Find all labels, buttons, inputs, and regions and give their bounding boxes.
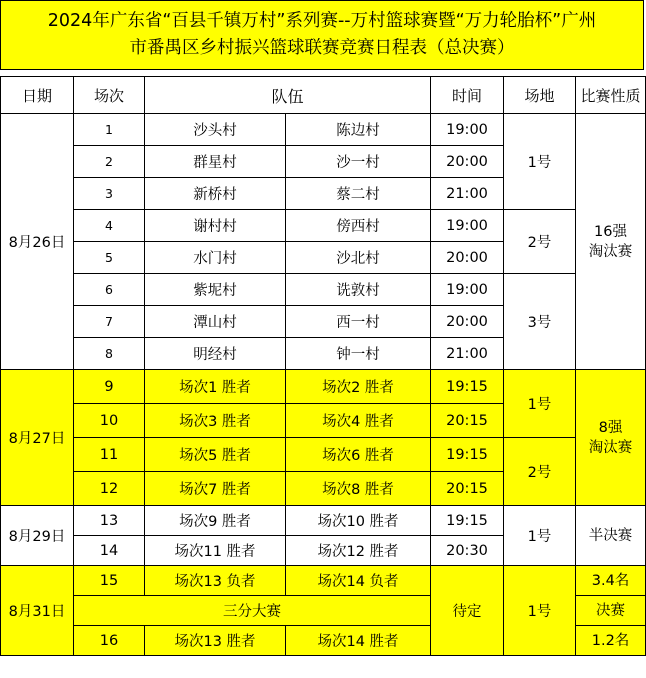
match-number: 16 <box>74 626 145 656</box>
table-row <box>1 506 646 536</box>
away-team: 傍西村 <box>286 210 431 242</box>
home-team: 明经村 <box>145 338 286 370</box>
away-team: 场次2 胜者 <box>286 370 431 404</box>
match-number: 8 <box>74 338 145 370</box>
away-team: 沙一村 <box>286 146 431 178</box>
match-number: 6 <box>74 274 145 306</box>
away-team: 诜敦村 <box>286 274 431 306</box>
match-number: 13 <box>74 506 145 536</box>
header-date: 日期 <box>1 77 74 114</box>
stage-cell: 3.4名 <box>576 566 646 596</box>
home-team: 潭山村 <box>145 306 286 338</box>
home-team: 群星村 <box>145 146 286 178</box>
venue-cell: 2号 <box>504 438 576 506</box>
away-team: 场次14 负者 <box>286 566 431 596</box>
date-cell: 8月26日 <box>1 114 74 370</box>
home-team: 紫坭村 <box>145 274 286 306</box>
header-row <box>1 77 646 114</box>
away-team: 场次8 胜者 <box>286 472 431 506</box>
home-team: 场次13 负者 <box>145 566 286 596</box>
header-teams: 队伍 <box>145 77 431 114</box>
match-time: 21:00 <box>431 338 504 370</box>
away-team: 陈边村 <box>286 114 431 146</box>
home-team: 新桥村 <box>145 178 286 210</box>
stage-line-1: 16强 <box>594 223 627 240</box>
match-time: 20:00 <box>431 146 504 178</box>
match-time: 20:15 <box>431 472 504 506</box>
match-time: 21:00 <box>431 178 504 210</box>
home-team: 场次3 胜者 <box>145 404 286 438</box>
header-stage: 比赛性质 <box>576 77 646 114</box>
away-team: 西一村 <box>286 306 431 338</box>
venue-cell: 2号 <box>504 210 576 274</box>
header-time: 时间 <box>431 77 504 114</box>
match-number: 11 <box>74 438 145 472</box>
date-cell: 8月31日 <box>1 566 74 656</box>
venue-cell: 3号 <box>504 274 576 370</box>
match-number: 5 <box>74 242 145 274</box>
match-number: 7 <box>74 306 145 338</box>
table-row <box>1 370 646 404</box>
header-venue: 场地 <box>504 77 576 114</box>
match-time: 20:00 <box>431 306 504 338</box>
match-time: 20:15 <box>431 404 504 438</box>
match-number: 15 <box>74 566 145 596</box>
table-row <box>1 274 646 306</box>
home-team: 场次1 胜者 <box>145 370 286 404</box>
home-team: 沙头村 <box>145 114 286 146</box>
match-number: 3 <box>74 178 145 210</box>
home-team: 场次7 胜者 <box>145 472 286 506</box>
three-point-contest: 三分大赛 <box>74 596 431 626</box>
away-team: 蔡二村 <box>286 178 431 210</box>
title-line-1: 2024年广东省“百县千镇万村”系列赛--万村篮球赛暨“万力轮胎杯”广州 <box>47 11 597 31</box>
match-time: 19:15 <box>431 506 504 536</box>
home-team: 场次5 胜者 <box>145 438 286 472</box>
table-row <box>1 566 646 596</box>
match-time: 19:00 <box>431 210 504 242</box>
stage-line-1: 8强 <box>598 419 623 436</box>
venue-cell: 1号 <box>504 370 576 438</box>
title-line-2: 市番禺区乡村振兴篮球联赛竞赛日程表（总决赛） <box>129 38 515 58</box>
match-number: 2 <box>74 146 145 178</box>
stage-cell: 半决赛 <box>576 506 646 566</box>
match-number: 4 <box>74 210 145 242</box>
header-match: 场次 <box>74 77 145 114</box>
away-team: 场次10 胜者 <box>286 506 431 536</box>
date-cell: 8月27日 <box>1 370 74 506</box>
table-row <box>1 438 646 472</box>
stage-cell <box>576 114 646 370</box>
away-team: 场次14 胜者 <box>286 626 431 656</box>
home-team: 场次9 胜者 <box>145 506 286 536</box>
home-team: 谢村村 <box>145 210 286 242</box>
stage-line-2: 淘汰赛 <box>588 439 633 456</box>
stage-line-2: 淘汰赛 <box>588 243 633 260</box>
table-row <box>1 210 646 242</box>
stage-cell: 决赛 <box>576 596 646 626</box>
match-number: 12 <box>74 472 145 506</box>
document-title <box>0 0 644 70</box>
stage-cell: 1.2名 <box>576 626 646 656</box>
away-team: 钟一村 <box>286 338 431 370</box>
match-number: 14 <box>74 536 145 566</box>
away-team: 场次12 胜者 <box>286 536 431 566</box>
venue-cell: 1号 <box>504 114 576 210</box>
away-team: 沙北村 <box>286 242 431 274</box>
schedule-table <box>0 76 646 656</box>
away-team: 场次4 胜者 <box>286 404 431 438</box>
venue-cell: 1号 <box>504 566 576 656</box>
stage-cell <box>576 370 646 506</box>
match-time: 待定 <box>431 566 504 656</box>
away-team: 场次6 胜者 <box>286 438 431 472</box>
date-cell: 8月29日 <box>1 506 74 566</box>
venue-cell: 1号 <box>504 506 576 566</box>
home-team: 场次11 胜者 <box>145 536 286 566</box>
match-time: 19:15 <box>431 370 504 404</box>
match-time: 19:00 <box>431 114 504 146</box>
home-team: 场次13 胜者 <box>145 626 286 656</box>
match-time: 19:00 <box>431 274 504 306</box>
match-time: 19:15 <box>431 438 504 472</box>
table-row <box>1 114 646 146</box>
home-team: 水门村 <box>145 242 286 274</box>
match-number: 1 <box>74 114 145 146</box>
match-time: 20:00 <box>431 242 504 274</box>
match-number: 10 <box>74 404 145 438</box>
match-time: 20:30 <box>431 536 504 566</box>
match-number: 9 <box>74 370 145 404</box>
